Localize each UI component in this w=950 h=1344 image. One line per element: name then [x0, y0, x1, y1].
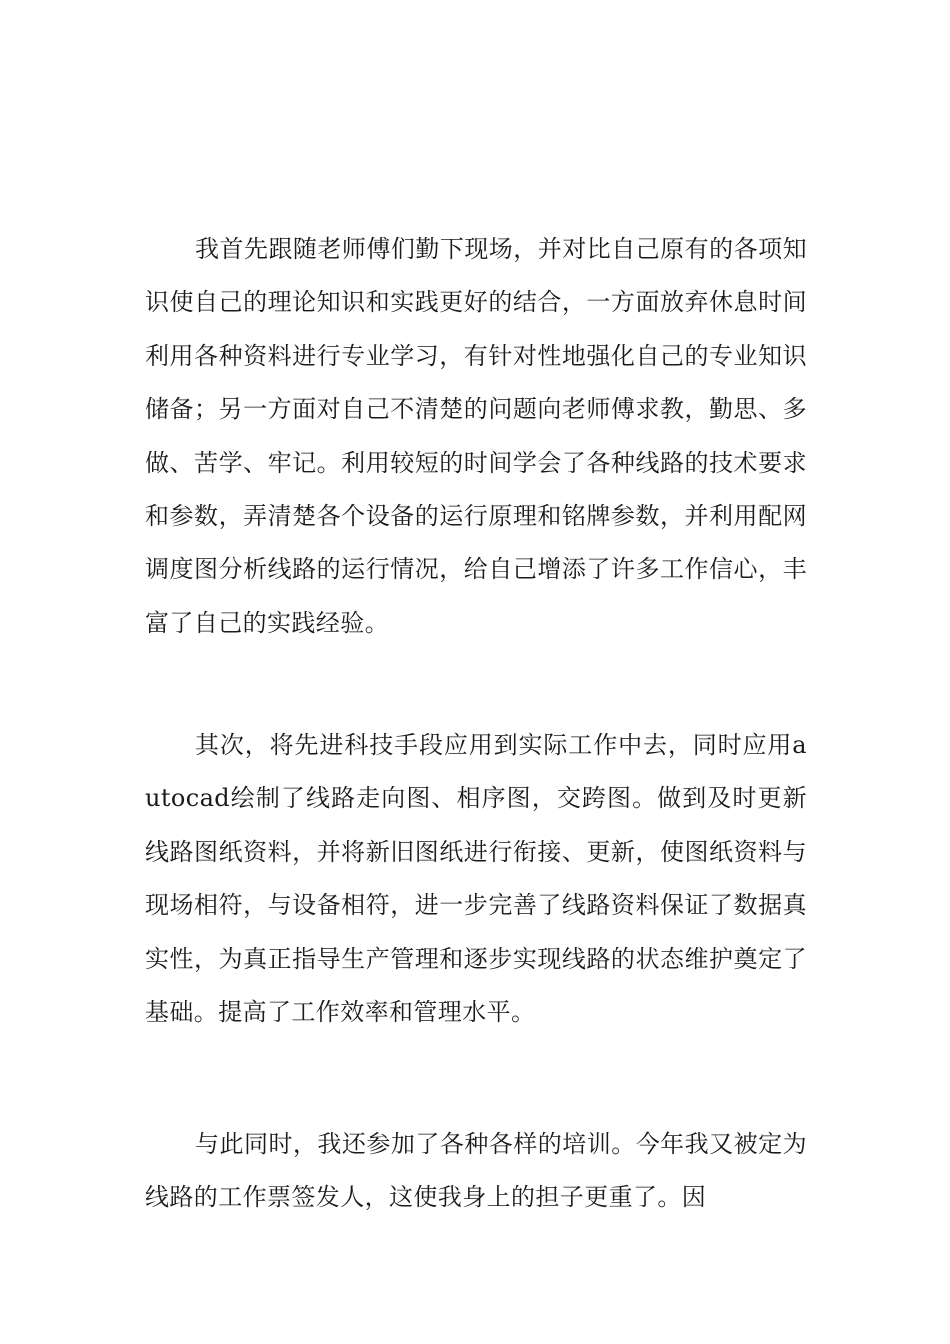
paragraph-2: 其次，将先进科技手段应用到实际工作中去，同时应用autocad绘制了线路走向图、相序图，交跨图。做到及时更新线路图纸资料，并将新旧图纸进行衔接、更新，使图纸资料与现场相符，与设备相符，进一步完善了线路资料保证了数据真实性，为真正指导生产管理和逐步实现线路的状态维护奠定了基础。提高了工作效率和管理水平。 [145, 731, 807, 1027]
paragraph-1: 我首先跟随老师傅们勤下现场，并对比自己原有的各项知识使自己的理论知识和实践更好的结合，一方面放弃休息时间利用各种资料进行专业学习，有针对性地强化自己的专业知识储备；另一方面对自己不清楚的问题向老师傅求教，勤思、多做、苦学、牢记。利用较短的时间学会了各种线路的技术要求和参数，弄清楚各个设备的运行原理和铭牌参数，并利用配网调度图分析线路的运行情况，给自己增添了许多工作信心，丰富了自己的实践经验。 [145, 235, 807, 637]
paragraph-3: 与此同时，我还参加了各种各样的培训。今年我又被定为线路的工作票签发人，这使我身上的担子更重了。因 [145, 1130, 807, 1212]
